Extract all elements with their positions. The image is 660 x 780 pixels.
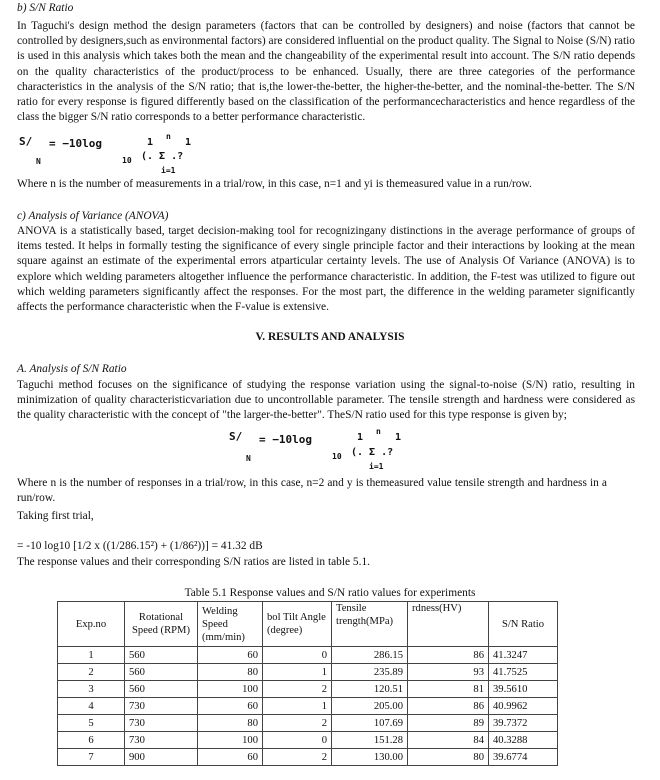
table-cell: 86 [408,698,489,715]
formula-n-top: n [166,132,171,141]
formula2-eq: = −10log [259,433,312,446]
table-cell: 81 [408,681,489,698]
anova-paragraph: ANOVA is a statistically based, target decision-making tool for recognizingany distinctions in the average performance of groups of items tested. It helps in formally testing the significance of every single principle factor and their interactions by looking at the mean square against an estimate of the experimental errors atparticular certainty levels. The use of Analysis Of Variance (ANOVA) is to explore which welding parameters altogether influence the performance characteristic. In addition, the F-test was utilized to figure out which welding parameters significantly affect the responses. For the most part, the difference in the welding parameter significantly affects the performance characteristic when the F-value is extensive. [17,225,635,314]
table-cell: 41.7525 [489,664,558,681]
formula2-i-eq: i=1 [369,462,384,471]
formula-sum: (. Σ .? [141,151,184,162]
where-n-responses: Where n is the number of responses in a trial/row, in this case, n=2 and y is themeasured value tensile strength and hardness in a run/row. [17,477,607,505]
table-cell: 60 [198,647,263,664]
table-cell: 86 [408,647,489,664]
col-hardness: rdness(HV) [408,602,489,647]
anova-heading: c) Analysis of Variance (ANOVA) [17,210,169,222]
col-exp-no: Exp.no [58,602,125,647]
table-cell: 89 [408,715,489,732]
formula2-one2: 1 [395,432,402,443]
col-welding-speed: Welding Speed (mm/min) [198,602,263,647]
response-values-text: The response values and their corresponding S/N ratios are listed in table 5.1. [17,556,371,568]
table-cell: 39.5610 [489,681,558,698]
table-row [58,749,558,766]
table-cell: 560 [125,664,198,681]
table-cell: 60 [198,749,263,766]
formula-i-eq: i=1 [161,166,176,175]
col-rotational-speed: Rotational Speed (RPM) [125,602,198,647]
sn-calculation: = -10 log10 [1/2 x ((1/286.15²) + (1/86²))] = 41.32 dB [17,540,263,552]
col-tensile-strength: Tensile trength(MPa) [332,602,408,647]
table-caption: Table 5.1 Response values and S/N ratio values for experiments [184,587,476,599]
table-cell: 205.00 [332,698,408,715]
table-cell: 130.00 [332,749,408,766]
formula2-one: 1 [357,432,364,443]
table-row [58,647,558,664]
table-cell: 80 [198,664,263,681]
table-cell: 151.28 [332,732,408,749]
table-cell: 3 [58,681,125,698]
table-cell: 0 [263,732,332,749]
table-cell: 7 [58,749,125,766]
results-section-title: V. RESULTS AND ANALYSIS [255,331,405,343]
table-cell: 235.89 [332,664,408,681]
formula2-n-sub: N [246,454,251,463]
table-cell: 93 [408,664,489,681]
formula2-sum: (. Σ .? [351,447,394,458]
table-cell: 60 [198,698,263,715]
formula-ten: 10 [122,156,132,165]
table-cell: 286.15 [332,647,408,664]
analysis-sn-heading: A. Analysis of S/N Ratio [17,363,127,375]
table-cell: 560 [125,681,198,698]
table-cell: 2 [58,664,125,681]
table-cell: 120.51 [332,681,408,698]
table-cell: 560 [125,647,198,664]
table-row [58,732,558,749]
table-cell: 730 [125,698,198,715]
table-header-row [58,602,558,647]
table-cell: 900 [125,749,198,766]
analysis-sn-paragraph: Taguchi method focuses on the significance of studying the response variation using the signal-to-noise (S/N) ratio, resulting in minimization of quality characteristicvariation due to uncontrollable parameter. The tensile strength and hardness were considered as the quality characteristic with the concept of "the larger-the-better". TheS/N ratio used for this type response is given by; [17,379,635,422]
formula-lhs: S/ [19,135,33,148]
table-cell: 730 [125,732,198,749]
table-cell: 107.69 [332,715,408,732]
table-row [58,681,558,698]
table-cell: 2 [263,715,332,732]
formula2-lhs: S/ [229,430,243,443]
table-cell: 1 [263,664,332,681]
sn-ratio-heading: b) S/N Ratio [17,2,74,14]
taking-first-trial: Taking first trial, [17,510,94,522]
table-cell: 0 [263,647,332,664]
table-cell: 100 [198,681,263,698]
table-cell: 40.9962 [489,698,558,715]
table-cell: 80 [198,715,263,732]
table-cell: 39.6774 [489,749,558,766]
table-cell: 6 [58,732,125,749]
response-table [57,601,558,766]
table-cell: 41.3247 [489,647,558,664]
col-sn-ratio: S/N Ratio [489,602,558,647]
col-tilt-angle: bol Tilt Angle (degree) [263,602,332,647]
table-row [58,698,558,715]
table-cell: 730 [125,715,198,732]
table-cell: 2 [263,681,332,698]
table-row [58,715,558,732]
table-cell: 1 [58,647,125,664]
table-cell: 100 [198,732,263,749]
table-cell: 39.7372 [489,715,558,732]
where-n-measurements: Where n is the number of measurements in a trial/row, in this case, n=1 and yi is themeasured value in a run/row. [17,178,532,190]
table-cell: 2 [263,749,332,766]
formula-one: 1 [147,137,154,148]
formula-eq: = −10log [49,137,102,150]
table-cell: 40.3288 [489,732,558,749]
formula-n-sub: N [36,157,41,166]
table-row [58,664,558,681]
formula2-n-top: n [376,427,381,436]
table-cell: 4 [58,698,125,715]
formula-one2: 1 [185,137,192,148]
sn-ratio-paragraph: In Taguchi's design method the design parameters (factors that can be controlled by designers) and noise (factors that cannot be controlled by designers,such as environmental factors) are considered influential on the product quality. The Signal to Noise (S/N) ratio is used in this analysis which takes both the mean and the changeability of the experimental result into account. The S/N ratio depends on the quality characteristics of the product/process to be enhanced. Usually, there are three categories of the performance characteristics in the analysis of the S/N ratio; that is,the lower-the-better, the higher-the-better, and the nominal-the-better. The S/N ratio for every response is figured differently based on the classification of the performancecharacteristics and hence regardless of the class the bigger S/N ratio corresponds to a better performance characteristic. [17,20,635,124]
table-cell: 80 [408,749,489,766]
table-cell: 84 [408,732,489,749]
table-cell: 5 [58,715,125,732]
formula2-ten: 10 [332,452,342,461]
table-cell: 1 [263,698,332,715]
